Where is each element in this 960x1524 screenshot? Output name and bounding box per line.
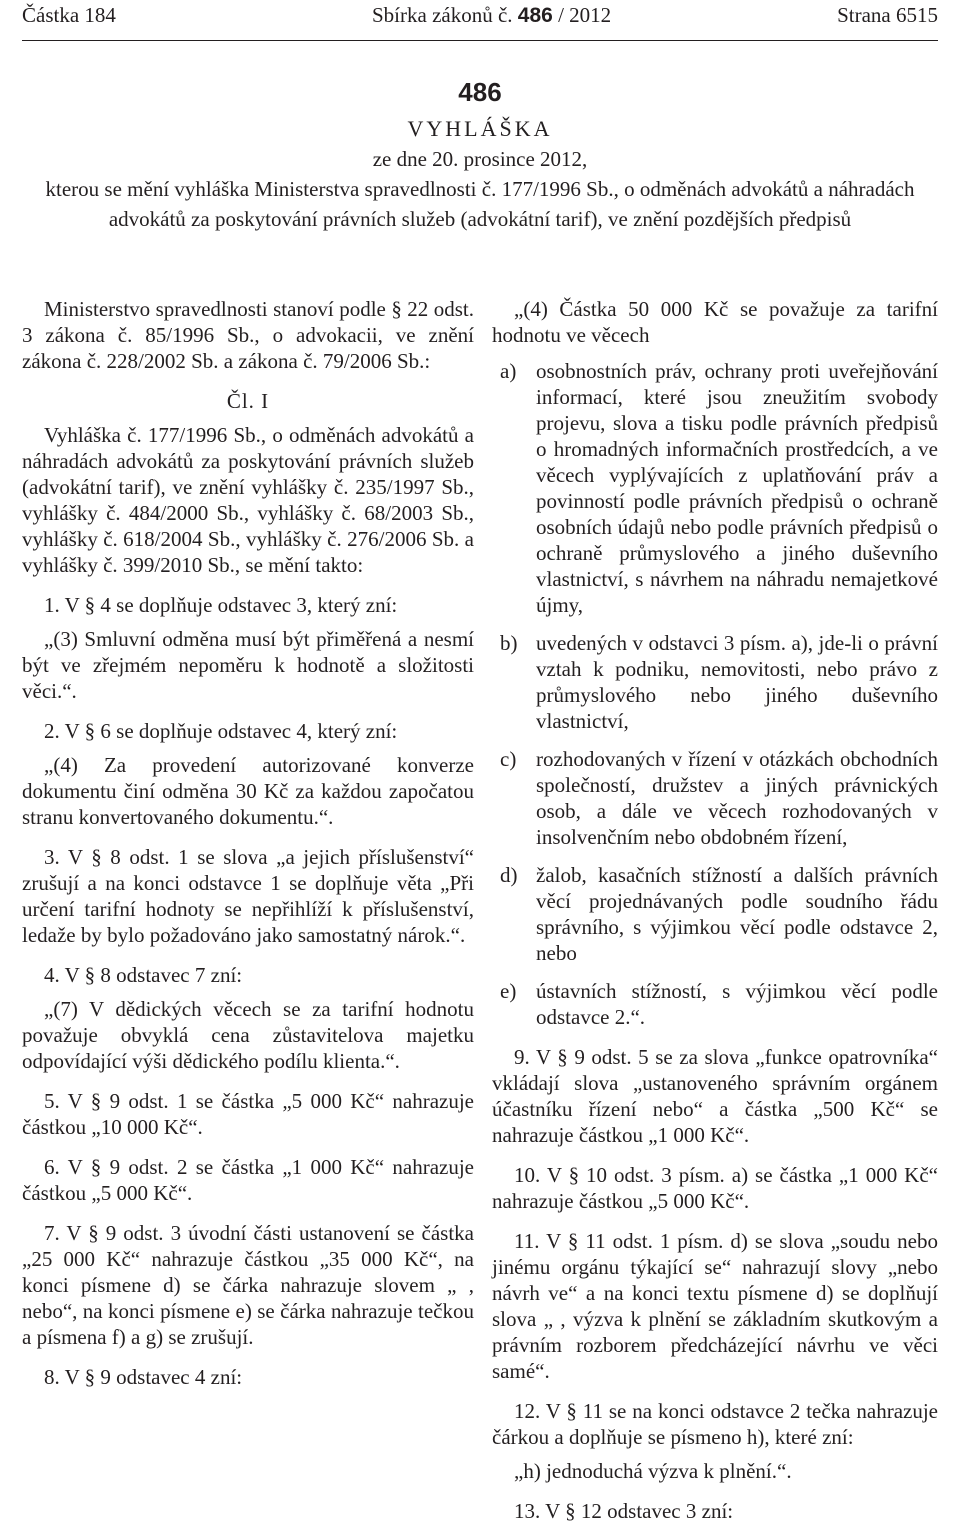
list-item-text: žalob, kasačních stížností a dalších právních věcí projednávaných podle soudního řádu správního, s výjimkou věcí podle odstavce 2, nebo	[536, 863, 938, 965]
list-item-text: uvedených v odstavci 3 písm. a), jde-li o právní vztah k podniku, nemovitosti, nebo právo z průmyslového nebo jiného duševního vlastnictví,	[536, 631, 938, 733]
document-subtitle-2: advokátů za poskytování právních služeb (advokátní tarif), ve znění pozdějších předpisů	[108, 207, 852, 231]
list-item-label: c)	[500, 747, 517, 771]
point-1-quote: „(3) Smluvní odměna musí být přiměřená a nesmí být ve zřejmém nepoměru k hodnotě a složitosti věci.“.	[22, 627, 474, 703]
title-block	[22, 76, 938, 234]
list-item-label: a)	[500, 359, 517, 383]
list-item-label: b)	[500, 631, 518, 655]
amendment-intro: Vyhláška č. 177/1996 Sb., o odměnách advokátů a náhradách advokátů za poskytování právních služeb (advokátní tarif), ve znění vyhlášky č. 235/1997 Sb., vyhlášky č. 484/2000 Sb., vyhlášky č. 68/2003 Sb., vyhlášky č. 618/2004 Sb., vyhlášky č. 276/2006 Sb. a vyhlášky č. 399/2010 Sb., se mění takto:	[22, 423, 474, 577]
point-9: 9. V § 9 odst. 5 se za slova „funkce opatrovníka“ vkládají slova „ustanoveného správním orgánem účastníku řízení nebo“ a částka „500 Kč“ se nahrazuje částkou „1 000 Kč“.	[492, 1045, 938, 1147]
header-collection-number: 486	[517, 4, 553, 27]
header-collection-year: / 2012	[558, 3, 612, 27]
document-date: ze dne 20. prosince 2012,	[372, 147, 588, 171]
list-item-label: e)	[500, 979, 517, 1003]
list-item	[492, 862, 938, 966]
point-13: 13. V § 12 odstavec 3 zní:	[514, 1499, 734, 1523]
point-4-quote: „(7) V dědických věcech se za tarifní hodnotu považuje obvyklá cena zůstavitelova majetku odpovídající výši dědického podílu klienta.“.	[22, 997, 474, 1073]
point-2-quote: „(4) Za provedení autorizované konverze dokumentu činí odměna 30 Kč za každou započatou stranu konvertovaného dokumentu.“.	[22, 753, 474, 829]
list-item	[492, 978, 938, 1030]
header-collection-label: Sbírka zákonů č.	[372, 3, 513, 27]
point-3: 3. V § 8 odst. 1 se slova „a jejich příslušenství“ zrušují a na konci odstavce 1 se doplňuje věta „Při určení tarifní hodnoty se nepřihlíží k příslušenství, ledaže by bylo požadováno jako samostatný nárok.“.	[22, 845, 474, 947]
document-subtitle-1: kterou se mění vyhláška Ministerstva spravedlnosti č. 177/1996 Sb., o odměnách advokátů a náhradách	[45, 177, 915, 201]
left-column	[22, 296, 474, 1390]
header-rule	[22, 40, 938, 41]
list-item	[492, 630, 938, 734]
preamble: Ministerstvo spravedlnosti stanoví podle § 22 odst. 3 zákona č. 85/1996 Sb., o advokacii, ve znění zákona č. 228/2002 Sb. a zákona č. 79/2006 Sb.:	[22, 297, 474, 373]
point-11: 11. V § 11 odst. 1 písm. d) se slova „soudu nebo jinému orgánu týkající se“ nahrazují slovy „nebo návrh ve“ a na konci textu písmene d) se doplňují slova „ , výzva k plnění se základním skutkovým a právním rozborem předcházející návrhu ve věci samé“.	[492, 1229, 938, 1383]
list-item-text: ústavních stížností, s výjimkou věcí podle odstavce 2.“.	[536, 979, 938, 1029]
point-6: 6. V § 9 odst. 2 se částka „1 000 Kč“ nahrazuje částkou „5 000 Kč“.	[22, 1155, 474, 1205]
list-item	[492, 746, 938, 850]
list-item-label: d)	[500, 863, 518, 887]
article-heading: Čl. I	[226, 389, 270, 413]
right-column	[492, 296, 938, 1524]
point-2: 2. V § 6 se doplňuje odstavec 4, který zní:	[44, 719, 398, 743]
point-1: 1. V § 4 se doplňuje odstavec 3, který zní:	[44, 593, 398, 617]
header-issue: Částka 184	[22, 3, 116, 27]
point-7: 7. V § 9 odst. 3 úvodní části ustanovení se částka „25 000 Kč“ nahrazuje částkou „35 000 Kč“, na konci písmene d) se čárka nahrazuje slovem „ , nebo“, na konci písmene e) se čárka nahrazuje tečkou a písmena f) a g) se zrušují.	[22, 1221, 474, 1349]
document-number: 486	[458, 77, 502, 107]
point-8: 8. V § 9 odstavec 4 zní:	[44, 1365, 243, 1389]
point-12: 12. V § 11 se na konci odstavce 2 tečka nahrazuje čárkou a doplňuje se písmeno h), které zní:	[492, 1399, 938, 1449]
header-collection	[372, 2, 611, 29]
point-5: 5. V § 9 odst. 1 se částka „5 000 Kč“ nahrazuje částkou „10 000 Kč“.	[22, 1089, 474, 1139]
list-item-text: osobnostních práv, ochrany proti uveřejňování informací, které jsou zneužitím svobody projevu, slova a tisku podle právních předpisů o hromadných informačních prostředcích, a ve věcech vyplývajících z uplatňování práv a povinností podle právních předpisů o ochraně osobních údajů nebo podle právních předpisů o ochraně průmyslového a jiného duševního vlastnictví, s návrhem na náhradu nemajetkové újmy,	[536, 359, 938, 617]
item-list	[492, 358, 938, 1030]
page-header	[22, 2, 938, 32]
quote-intro: „(4) Částka 50 000 Kč se považuje za tarifní hodnotu ve věcech	[492, 297, 938, 347]
point-4: 4. V § 8 odstavec 7 zní:	[44, 963, 243, 987]
header-page: Strana 6515	[837, 3, 938, 27]
document-type: VYHLÁŠKA	[407, 116, 553, 141]
point-12-quote: „h) jednoduchá výzva k plnění.“.	[514, 1459, 792, 1483]
list-item	[492, 358, 938, 618]
list-item-text: rozhodovaných v řízení v otázkách obchodních společností, družstev a jiných právnických osob, a dále ve věcech rozhodovaných v insolvenčním nebo obdobném řízení,	[536, 747, 938, 849]
point-10: 10. V § 10 odst. 3 písm. a) se částka „1 000 Kč“ nahrazuje částkou „5 000 Kč“.	[492, 1163, 938, 1213]
